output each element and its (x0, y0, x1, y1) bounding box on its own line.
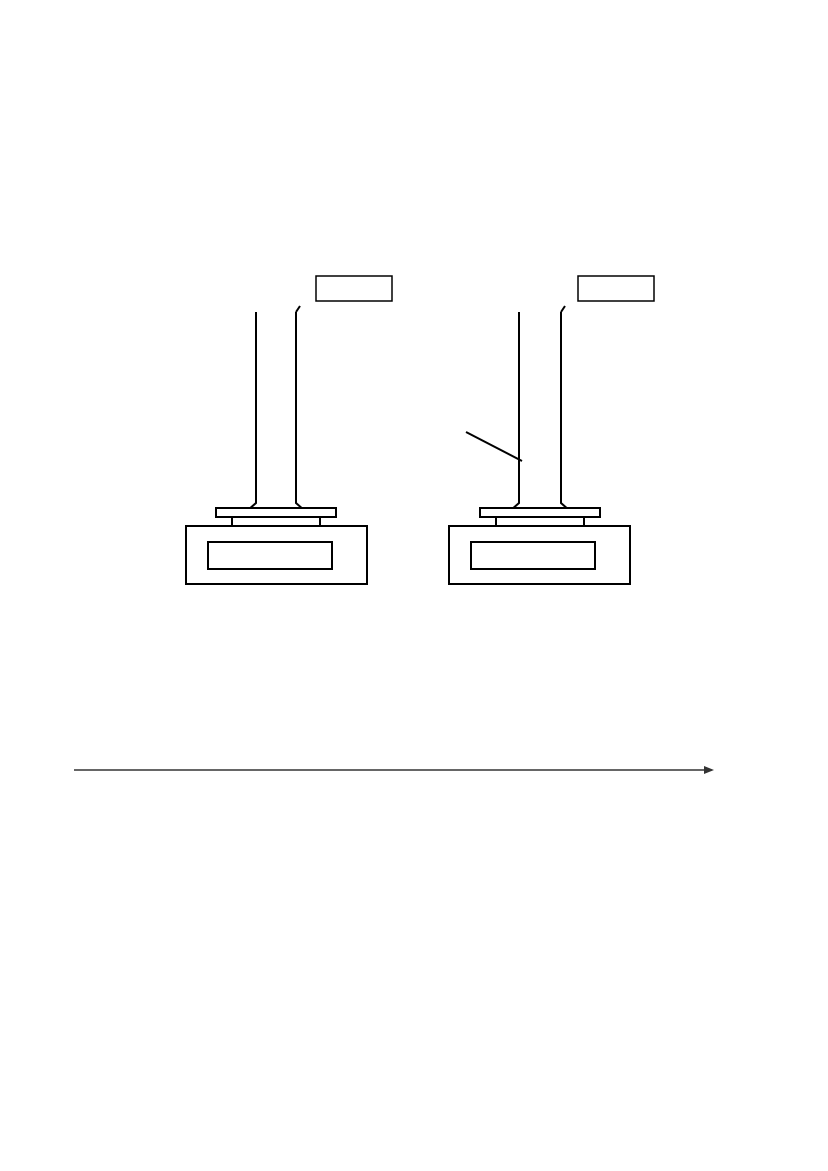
experiment-figure (0, 270, 828, 590)
x-axis-arrow-icon (704, 766, 714, 774)
step2-pointer-arrow (466, 432, 522, 461)
step2-group (449, 276, 654, 584)
step1-group (186, 276, 392, 584)
density-chart (0, 608, 828, 798)
